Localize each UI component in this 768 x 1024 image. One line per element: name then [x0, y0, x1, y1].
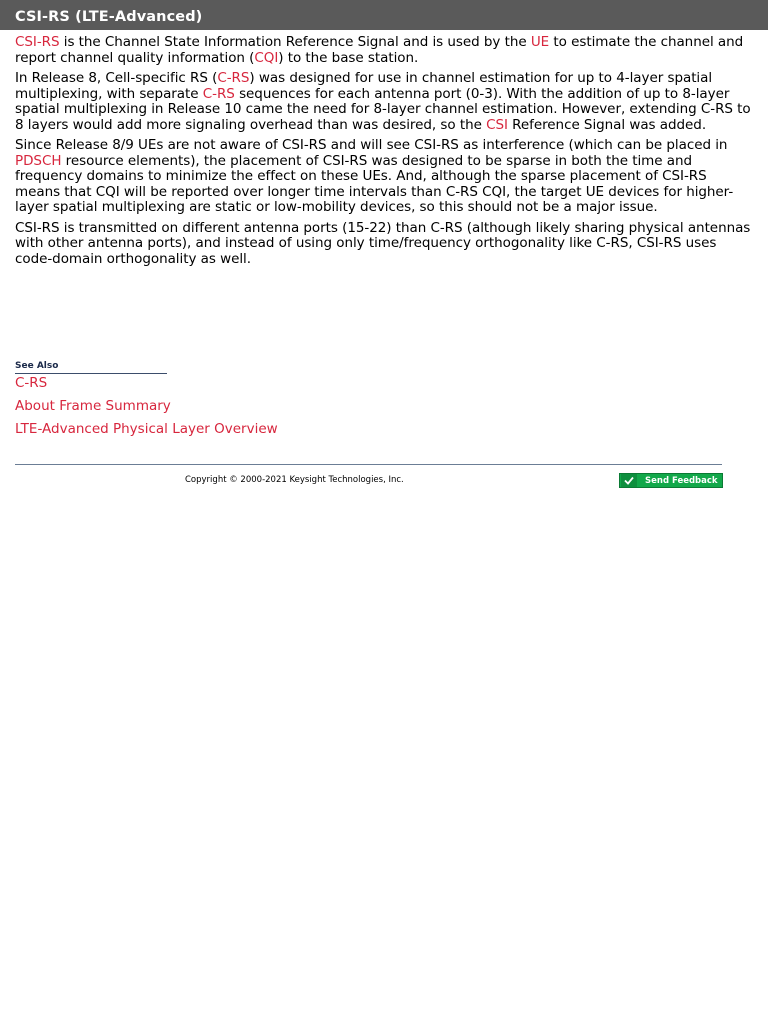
- see-also-link-physical-layer-overview[interactable]: LTE-Advanced Physical Layer Overview: [15, 421, 278, 437]
- send-feedback-button[interactable]: [619, 473, 723, 488]
- footer-divider: [15, 464, 722, 465]
- link-ue[interactable]: UE: [530, 34, 550, 50]
- paragraph-text: In Release 8, Cell-specific RS (: [15, 70, 218, 86]
- paragraph-intro: [15, 35, 755, 66]
- see-also-list: [15, 372, 278, 441]
- link-cqi[interactable]: CQI: [254, 49, 279, 66]
- link-pdsch[interactable]: PDSCH: [15, 152, 62, 169]
- main-content: [15, 35, 755, 272]
- paragraph-antenna-ports: [15, 221, 755, 268]
- see-also-title: See Also: [15, 361, 59, 371]
- see-also-link-frame-summary[interactable]: About Frame Summary: [15, 398, 171, 414]
- checkmark-icon: [621, 474, 637, 487]
- see-also-link-c-rs[interactable]: C-RS: [15, 375, 48, 391]
- paragraph-text: ) to the base station.: [278, 49, 419, 66]
- paragraph-text: to estimate the channel and report channel quality information (: [15, 34, 744, 66]
- see-also-heading: [15, 353, 167, 374]
- link-csi-rs[interactable]: CSI-RS: [15, 34, 60, 50]
- title-bar: [0, 0, 768, 30]
- page-title: CSI-RS (LTE-Advanced): [15, 9, 203, 25]
- link-c-rs[interactable]: C-RS: [217, 70, 250, 86]
- link-csi[interactable]: CSI: [486, 116, 508, 133]
- paragraph-text: sequences for each antenna port (0-3). With the addition of up to 8-layer spatial multiplexing in Release 10 came the need for 8-layer channel estimation. However, extending C-RS to 8 layers would add more signaling overhead than was desired, so the: [15, 85, 751, 133]
- paragraph-text: resource elements), the placement of CSI-RS was designed to be sparse in both the time and frequency domains to minimize the effect on these UEs. And, although the sparse placement of CSI-RS means that CQI will be reported over longer time intervals than C-RS CQI, the target UE devices for higher-layer spatial multiplexing are static or low-mobility devices, so this should not be a major issue.: [15, 152, 734, 215]
- link-c-rs[interactable]: C-RS: [202, 85, 235, 102]
- paragraph-release8: [15, 71, 755, 133]
- paragraph-placement: [15, 138, 755, 216]
- paragraph-text: Reference Signal was added.: [507, 116, 707, 133]
- paragraph-text: CSI-RS is transmitted on different antenna ports (15-22) than C-RS (although likely sharing physical antennas with other antenna ports), and instead of using only time/frequency orthogonality like C-RS, CSI-RS uses code-domain orthogonality as well.: [15, 219, 751, 267]
- copyright-text: Copyright © 2000-2021 Keysight Technologies, Inc.: [185, 475, 404, 485]
- paragraph-text: Since Release 8/9 UEs are not aware of CSI-RS and will see CSI-RS as interference (which can be placed in: [15, 137, 728, 153]
- paragraph-text: is the Channel State Information Reference Signal and is used by the: [59, 34, 531, 50]
- paragraph-text: ) was designed for use in channel estimation for up to 4-layer spatial multiplexing, with separate: [15, 70, 713, 102]
- send-feedback-label: Send Feedback: [645, 475, 718, 486]
